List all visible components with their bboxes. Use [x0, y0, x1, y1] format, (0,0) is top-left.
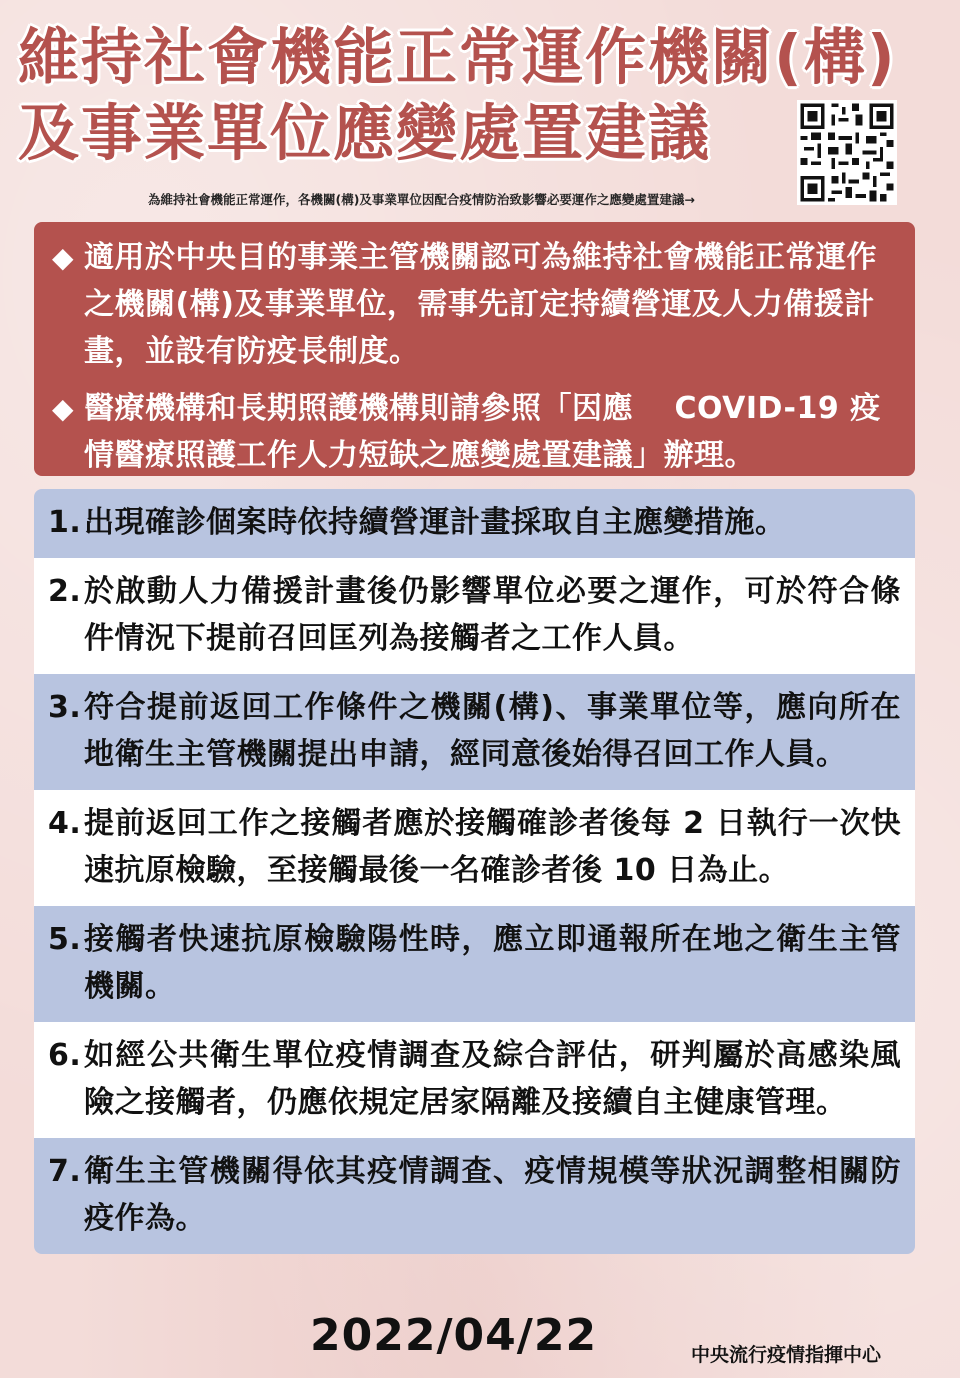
item-text: 出現確診個案時依持續營運計畫採取自主應變措施。 — [84, 505, 786, 540]
title-line-1: 維持社會機能正常運作機關(構) — [18, 22, 897, 93]
list-item — [34, 906, 915, 1022]
item-number: 5. — [48, 922, 82, 957]
list-item — [34, 790, 915, 906]
item-text: 符合提前返回工作條件之機關(構)、事業單位等，應向所在地衛生主管機關提出申請，經同意後始得召回工作人員。 — [84, 690, 901, 772]
item-text: 於啟動人力備援計畫後仍影響單位必要之運作，可於符合條件情況下提前召回匡列為接觸者之工作人員。 — [84, 574, 901, 656]
list-item — [34, 674, 915, 790]
item-text: 接觸者快速抗原檢驗陽性時，應立即通報所在地之衛生主管機關。 — [84, 922, 901, 1004]
diamond-bullet-icon: ◆ — [52, 392, 75, 425]
qr-code-icon[interactable] — [797, 100, 897, 205]
list-item — [34, 558, 915, 674]
item-number: 2. — [48, 574, 82, 609]
item-number: 3. — [48, 690, 82, 725]
notice-item — [52, 385, 901, 479]
notice-text: 醫療機構和長期照護機構則請參照「因應 COVID-19 疫情醫療照護工作人力短缺之應變處置建議」辦理。 — [84, 391, 881, 473]
item-text: 衛生主管機關得依其疫情調查、疫情規模等狀況調整相關防疫作為。 — [84, 1154, 901, 1236]
item-number: 1. — [48, 505, 82, 540]
list-item — [34, 1138, 915, 1254]
title-line-2: 及事業單位應變處置建議 — [18, 98, 712, 169]
notice-item — [52, 234, 901, 375]
item-text: 提前返回工作之接觸者應於接觸確診者後每 2 日執行一次快速抗原檢驗，至接觸最後一名確診者後 10 日為止。 — [84, 806, 901, 888]
item-number: 7. — [48, 1154, 82, 1189]
notice-box — [34, 222, 915, 476]
list-item — [34, 489, 915, 558]
publish-date: 2022/04/22 — [310, 1310, 598, 1361]
recommendation-list — [34, 489, 915, 1254]
organization-name: 中央流行疫情指揮中心 — [691, 1344, 882, 1366]
diamond-bullet-icon: ◆ — [52, 241, 75, 274]
item-number: 4. — [48, 806, 82, 841]
notice-text: 適用於中央目的事業主管機關認可為維持社會機能正常運作之機關(構)及事業單位，需事先訂定持續營運及人力備援計畫，並設有防疫長制度。 — [84, 240, 877, 369]
list-item — [34, 1022, 915, 1138]
item-text: 如經公共衛生單位疫情調查及綜合評估，研判屬於高感染風險之接觸者，仍應依規定居家隔離及接續自主健康管理。 — [84, 1038, 901, 1120]
page-title — [18, 22, 897, 170]
qr-note: 為維持社會機能正常運作，各機關(構)及事業單位因配合疫情防治致影響必要運作之應變處置建議→ — [148, 192, 695, 207]
item-number: 6. — [48, 1038, 82, 1073]
